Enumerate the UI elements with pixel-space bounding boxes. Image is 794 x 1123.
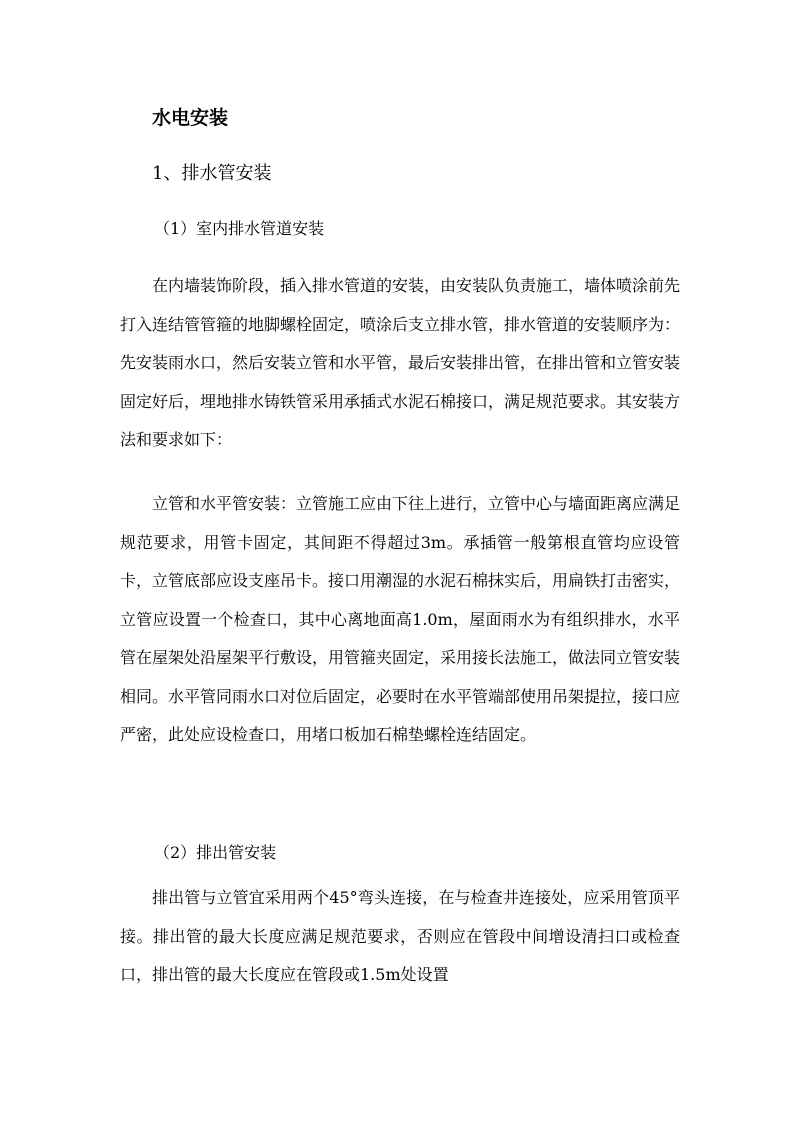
- paragraph-installation-sequence: 在内墙装饰阶段，插入排水管道的安装，由安装队负责施工，墙体喷涂前先打入连结管管箍的地脚螺栓固定，喷涂后支立排水管，排水管道的安装顺序为：先安装雨水口，然后安装立管和水平管，最后安装排出管，在排出管和立管安装固定好后，埋地排水铸铁管采用承插式水泥石棉接口，满足规范要求。其安装方法和要求如下：: [120, 276, 681, 449]
- document-title: 水电安装: [152, 107, 229, 129]
- subsection-heading-indoor-drainage: （1）室内排水管道安装: [154, 219, 325, 238]
- paragraph-riser-horizontal-pipe: 立管和水平管安装：立管施工应由下往上进行，立管中心与墙面距离应满足规范要求，用管卡固定，其间距不得超过3m。承插管一般第根直管均应设管卡，立管底部应设支座吊卡。接口用潮湿的水泥石棉抹实后，用扁铁打击密实，立管应设置一个检查口，其中心离地面高1.0m，屋面雨水为有组织排水，水平管在屋架处沿屋架平行敷设，用管箍夹固定，采用接长法施工，做法同立管安装相同。水平管同雨水口对位后固定，必要时在水平管端部使用吊架提拉，接口应严密，此处应设检查口，用堵口板加石棉垫螺栓连结固定。: [120, 494, 681, 744]
- section-heading-drainage: 1、排水管安装: [152, 163, 272, 184]
- paragraph-outlet-pipe: 排出管与立管宜采用两个45°弯头连接，在与检查井连接处，应采用管顶平接。排出管的最大长度应满足规范要求，否则应在管段中间增设清扫口或检查口，排出管的最大长度应在管段或1.5m处设置: [120, 888, 680, 984]
- subsection-heading-outlet-pipe: （2）排出管安装: [154, 843, 277, 862]
